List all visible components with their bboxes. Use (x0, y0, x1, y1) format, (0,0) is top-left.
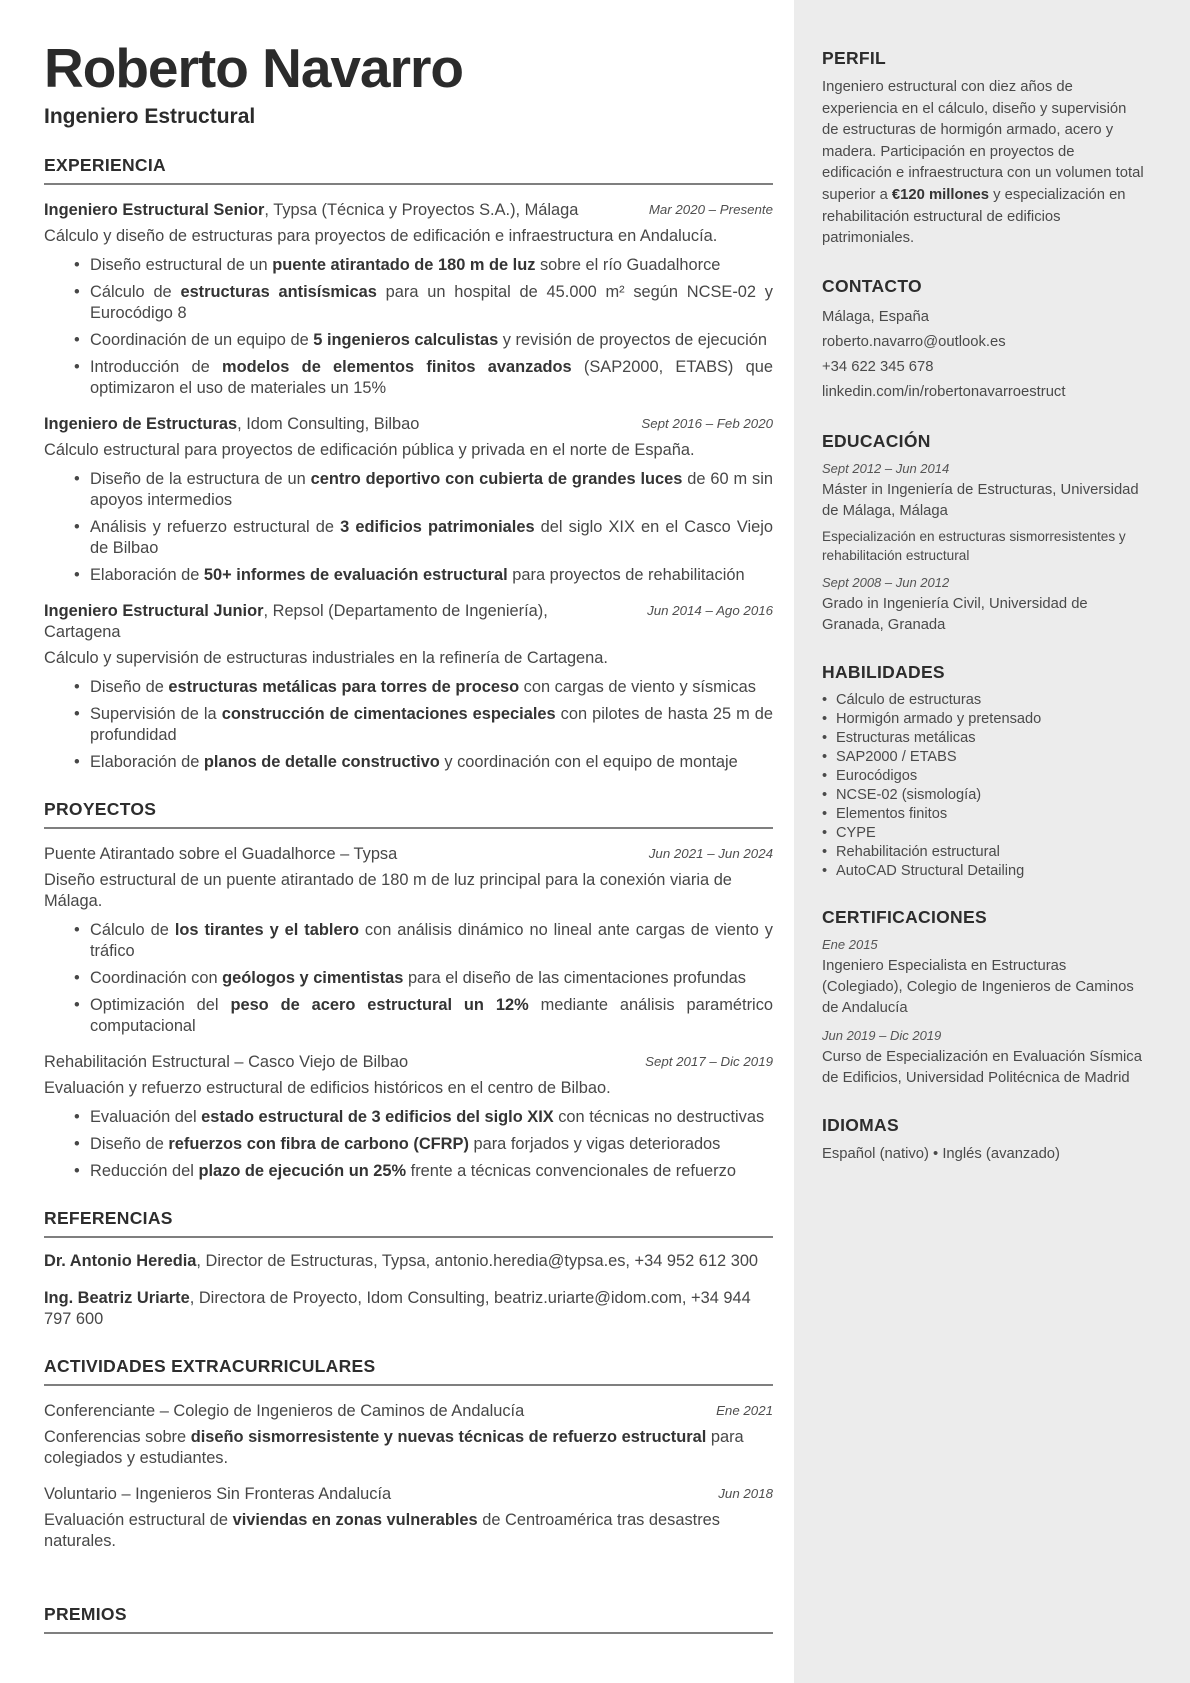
edu-degree: Grado in Ingeniería Civil, Universidad de Granada, Granada (822, 595, 1088, 633)
job-title (44, 601, 623, 643)
job-entry (44, 200, 773, 399)
edu-dates: Sept 2008 – Jun 2012 (822, 574, 950, 590)
job-bullets (44, 255, 773, 399)
job-company: , Typsa (Técnica y Proyectos S.A.), Málaga (264, 200, 579, 219)
bullet-item: • Diseño estructural de un puente atirantado de 180 m de luz sobre el río Guadalhorce (90, 255, 773, 276)
bullet-item: • Diseño de estructuras metálicas para torres de proceso con cargas de viento y sísmicas (90, 677, 773, 698)
edu-dates: Sept 2012 – Jun 2014 (822, 460, 950, 476)
bullet-item: • Reducción del plazo de ejecución un 25% frente a técnicas convencionales de refuerzo (90, 1161, 773, 1182)
activity-text: Evaluación estructural de viviendas en zonas vulnerables de Centroamérica tras desastres naturales. (44, 1511, 720, 1551)
contact-phone: +34 622 345 678 (822, 358, 934, 375)
bullet-item: • Elaboración de planos de detalle constructivo y coordinación con el equipo de montaje (90, 752, 773, 773)
project-bullets (44, 920, 773, 1037)
reference-entry: Ing. Beatriz Uriarte, Directora de Proyecto, Idom Consulting, beatriz.uriarte@idom.com, +34 944 797 600 (44, 1289, 751, 1329)
skill-item: • CYPE (822, 824, 1144, 843)
project-header (44, 844, 773, 865)
project-bullets (44, 1107, 773, 1182)
bullet-item: • Optimización del peso de acero estructural un 12% mediante análisis paramétrico computacional (90, 995, 773, 1037)
job-bullets (44, 469, 773, 586)
bullet-item: • Elaboración de 50+ informes de evaluación estructural para proyectos de rehabilitación (90, 565, 773, 586)
skill-item: • AutoCAD Structural Detailing (822, 862, 1144, 881)
bullet-item: • Diseño de refuerzos con fibra de carbono (CFRP) para forjados y vigas deteriorados (90, 1134, 773, 1155)
activity-title: Conferenciante – Colegio de Ingenieros de Caminos de Andalucía (44, 1402, 525, 1421)
skills-list (822, 691, 1144, 881)
cert-text: Curso de Especialización en Evaluación Sísmica de Edificios, Universidad Politécnica de Madrid (822, 1048, 1142, 1086)
skill-item: • Cálculo de estructuras (822, 691, 1144, 710)
job-summary: Cálculo y diseño de estructuras para proyectos de edificación e infraestructura en Andalucía. (44, 226, 718, 245)
job-dates: Sept 2016 – Feb 2020 (641, 415, 773, 431)
bullet-item: • Supervisión de la construcción de cimentaciones especiales con pilotes de hasta 25 m de profundidad (90, 704, 773, 746)
activity-title: Voluntario – Ingenieros Sin Fronteras Andalucía (44, 1485, 392, 1504)
activity-entry (44, 1484, 773, 1552)
job-title (44, 200, 625, 221)
job-summary: Cálculo y supervisión de estructuras industriales en la refinería de Cartagena. (44, 648, 608, 667)
activity-entry (44, 1401, 773, 1469)
sidebar-section-contacto (822, 276, 1144, 405)
activity-dates: Jun 2018 (718, 1486, 773, 1502)
sidebar-heading-habilidades: HABILIDADES (822, 661, 945, 682)
project-header (44, 1052, 773, 1073)
section-heading-experiencia: EXPERIENCIA (44, 155, 773, 185)
cert-dates: Jun 2019 – Dic 2019 (822, 1027, 942, 1043)
idiomas-text: Español (nativo) • Inglés (avanzado) (822, 1145, 1060, 1162)
job-bullets (44, 677, 773, 773)
project-entry (44, 1052, 773, 1182)
bullet-item: • Coordinación de un equipo de 5 ingenieros calculistas y revisión de proyectos de ejecución (90, 330, 773, 351)
section-heading-referencias: REFERENCIAS (44, 1208, 773, 1238)
skill-item: • Eurocódigos (822, 767, 1144, 786)
sidebar-section-idiomas (822, 1115, 1144, 1166)
resume-subtitle: Ingeniero Estructural (44, 104, 256, 128)
skill-item: • Estructuras metálicas (822, 729, 1144, 748)
job-company: , Idom Consulting, Bilbao (237, 414, 420, 433)
activity-header (44, 1484, 773, 1505)
skill-item: • SAP2000 / ETABS (822, 748, 1144, 767)
sidebar-section-perfil (822, 48, 1144, 250)
perfil-text: Ingeniero estructural con diez años de experiencia en el cálculo, diseño y supervisión de estructuras de hormigón armado, acero y madera. Participación en proyectos de edificación e infraestructura con un volumen total superior a €120 millones y especialización en rehabilitación estructural de edificios patrimoniales. (822, 79, 1144, 247)
sidebar-section-certificaciones (822, 907, 1144, 1089)
section-heading-actividades: ACTIVIDADES EXTRACURRICULARES (44, 1356, 773, 1386)
sidebar-heading-educacion: EDUCACIÓN (822, 430, 931, 451)
project-dates: Sept 2017 – Dic 2019 (645, 1053, 773, 1069)
project-dates: Jun 2021 – Jun 2024 (648, 845, 773, 861)
activity-dates: Ene 2021 (716, 1403, 773, 1419)
job-header (44, 200, 773, 221)
job-role: Ingeniero Estructural Senior (44, 200, 265, 219)
job-role: Ingeniero de Estructuras (44, 414, 238, 433)
skill-item: • Hormigón armado y pretensado (822, 710, 1144, 729)
job-header (44, 414, 773, 435)
activity-text: Conferencias sobre diseño sismorresistente y nuevas técnicas de refuerzo estructural para colegiados y estudiantes. (44, 1428, 744, 1468)
sidebar-heading-perfil: PERFIL (822, 48, 887, 68)
bullet-item: • Cálculo de los tirantes y el tablero con análisis dinámico no lineal ante cargas de viento y tráfico (90, 920, 773, 962)
job-entry (44, 414, 773, 586)
contact-location: Málaga, España (822, 308, 929, 325)
bullet-item: • Cálculo de estructuras antisísmicas para un hospital de 45.000 m² según NCSE-02 y Eurocódigo 8 (90, 282, 773, 324)
edu-degree: Máster in Ingeniería de Estructuras, Universidad de Málaga, Málaga (822, 481, 1139, 519)
reference-entry: Dr. Antonio Heredia, Director de Estructuras, Typsa, antonio.heredia@typsa.es, +34 952 612 300 (44, 1251, 759, 1270)
section-heading-proyectos: PROYECTOS (44, 799, 773, 829)
job-entry (44, 601, 773, 773)
project-summary: Evaluación y refuerzo estructural de edificios históricos en el centro de Bilbao. (44, 1078, 611, 1097)
project-summary: Diseño estructural de un puente atirantado de 180 m de luz principal para la conexión viaria de Málaga. (44, 870, 732, 910)
skill-item: • Rehabilitación estructural (822, 843, 1144, 862)
job-dates: Mar 2020 – Presente (648, 201, 773, 217)
sidebar-heading-certificaciones: CERTIFICACIONES (822, 906, 987, 927)
section-heading-premios: PREMIOS (44, 1604, 773, 1634)
skill-item: • Elementos finitos (822, 805, 1144, 824)
job-title (44, 414, 617, 435)
job-role: Ingeniero Estructural Junior (44, 601, 264, 620)
resume-name: Roberto Navarro (44, 37, 463, 99)
contact-email: roberto.navarro@outlook.es (822, 333, 1006, 350)
project-entry (44, 844, 773, 1037)
skill-item: • NCSE-02 (sismología) (822, 786, 1144, 805)
bullet-item: • Introducción de modelos de elementos finitos avanzados (SAP2000, ETABS) que optimizaron el uso de materiales un 15% (90, 357, 773, 399)
activity-header (44, 1401, 773, 1422)
job-dates: Jun 2014 – Ago 2016 (647, 602, 773, 618)
cert-text: Ingeniero Especialista en Estructuras (Colegiado), Colegio de Ingenieros de Caminos de Andalucía (822, 957, 1134, 1016)
right-sidebar (794, 0, 1190, 1683)
bullet-item: • Diseño de la estructura de un centro deportivo con cubierta de grandes luces de 60 m sin apoyos intermedios (90, 469, 773, 511)
sidebar-section-habilidades (822, 662, 1144, 881)
sidebar-heading-idiomas: IDIOMAS (822, 1114, 899, 1135)
spacer (44, 1552, 773, 1578)
job-company: , Repsol (Departamento de Ingeniería), Cartagena (44, 601, 548, 641)
contact-linkedin: linkedin.com/in/robertonavarroestruct (822, 383, 1066, 400)
job-header (44, 601, 773, 643)
project-title: Rehabilitación Estructural – Casco Viejo de Bilbao (44, 1052, 409, 1071)
project-title: Puente Atirantado sobre el Guadalhorce – Typsa (44, 844, 398, 863)
bullet-item: • Análisis y refuerzo estructural de 3 edificios patrimoniales del siglo XIX en el Casco Viejo de Bilbao (90, 517, 773, 559)
cert-dates: Ene 2015 (822, 936, 878, 952)
bullet-item: • Evaluación del estado estructural de 3 edificios del siglo XIX con técnicas no destructivas (90, 1107, 773, 1128)
bullet-item: • Coordinación con geólogos y cimentistas para el diseño de las cimentaciones profundas (90, 968, 773, 989)
sidebar-heading-contacto: CONTACTO (822, 275, 922, 296)
job-summary: Cálculo estructural para proyectos de edificación pública y privada en el norte de España. (44, 440, 695, 459)
edu-note: Especialización en estructuras sismorresistentes y rehabilitación estructural (822, 528, 1126, 564)
sidebar-section-educacion (822, 431, 1144, 636)
